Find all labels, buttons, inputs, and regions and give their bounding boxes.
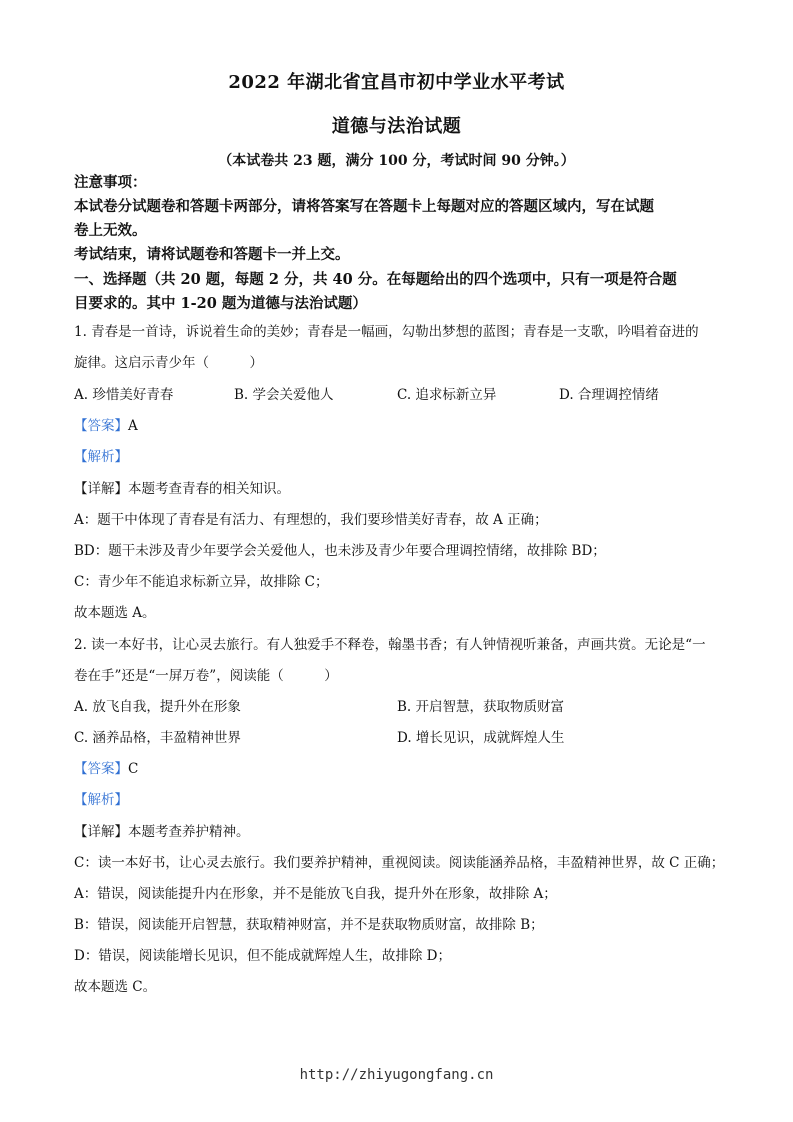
q1-answer-value: A [128,418,138,434]
q2-explanation-3: B：错误，阅读能开启智慧，获取精神财富，并不是获取物质财富，故排除 B； [74,917,544,933]
q2-option-d: D. 增长见识，成就辉煌人生 [397,730,565,746]
q1-explanation-1: A：题干中体现了青春是有活力、有理想的，我们要珍惜美好青春，故 A 正确； [74,512,548,528]
q2-explanation-4: D：错误，阅读能增长见识，但不能成就辉煌人生，故排除 D； [74,948,451,964]
q1-option-b: B. 学会关爱他人 [234,387,334,403]
q2-explanation-1: C：读一本好书，让心灵去旅行。我们要养护精神，重视阅读。阅读能涵养品格，丰盈精神世界，故 C 正确； [74,855,725,871]
q1-option-c: C. 追求标新立异 [397,387,497,403]
q2-explanation-5: 故本题选 C。 [74,979,157,995]
exam-subtitle: （本试卷共 23 题，满分 100 分，考试时间 90 分钟。） [218,153,575,169]
q2-stem-line-2: 卷在手”还是“一屏万卷”，阅读能（ ） [74,668,338,684]
q2-explanation-2: A：错误，阅读能提升内在形象，并不是能放飞自我，提升外在形象，故排除 A； [74,886,557,902]
q2-option-b: B. 开启智慧，获取物质财富 [397,699,565,715]
section-heading-line-1: 一、选择题（共 20 题，每题 2 分，共 40 分。在每题给出的四个选项中，只有一项是符合题 [74,271,677,288]
notes-line-2: 卷上无效。 [74,222,147,239]
q2-option-a: A. 放飞自我，提升外在形象 [74,699,241,715]
q1-explanation-4: 故本题选 A。 [74,605,156,621]
q2-option-c: C. 涵养品格，丰盈精神世界 [74,730,241,746]
section-heading-line-2: 目要求的。其中 1-20 题为道德与法治试题） [74,295,367,312]
q1-stem-line-1: 1. 青春是一首诗，诉说着生命的美妙；青春是一幅画，勾勒出梦想的蓝图；青春是一支歌，吟唱着奋进的 [74,324,699,340]
q2-analysis-tag: 【解析】 [74,792,128,808]
footer-url: http://zhiyugongfang.cn [299,1067,494,1083]
q2-detail: 【详解】本题考查养护精神。 [74,824,250,840]
subject-title: 道德与法治试题 [331,116,462,137]
q1-analysis-tag: 【解析】 [74,449,128,465]
q2-answer-value: C [128,761,139,777]
q1-answer [74,414,724,438]
q1-answer-tag: 【答案】 [74,418,128,434]
notes-line-3: 考试结束，请将试题卷和答题卡一并上交。 [74,246,350,263]
q2-stem-line-1: 2. 读一本好书，让心灵去旅行。有人独爱手不释卷，翰墨书香；有人钟情视听兼备，声画共赏。无论是“一 [74,637,706,653]
exam-title: 2022 年湖北省宜昌市初中学业水平考试 [228,72,565,93]
q1-explanation-3: C：青少年不能追求标新立异，故排除 C； [74,574,329,590]
notes-line-1: 本试卷分试题卷和答题卡两部分，请将答案写在答题卡上每题对应的答题区域内，写在试题 [74,198,654,215]
notes-heading: 注意事项： [74,174,147,191]
q2-answer-tag: 【答案】 [74,761,128,777]
q1-detail: 【详解】本题考查青春的相关知识。 [74,481,290,497]
q2-answer [74,757,724,781]
q1-explanation-2: BD：题干未涉及青少年要学会关爱他人，也未涉及青少年要合理调控情绪，故排除 BD； [74,543,606,559]
q1-stem-line-2: 旋律。这启示青少年（ ） [74,355,263,371]
q1-option-d: D. 合理调控情绪 [559,387,659,403]
q1-option-a: A. 珍惜美好青春 [74,387,174,403]
